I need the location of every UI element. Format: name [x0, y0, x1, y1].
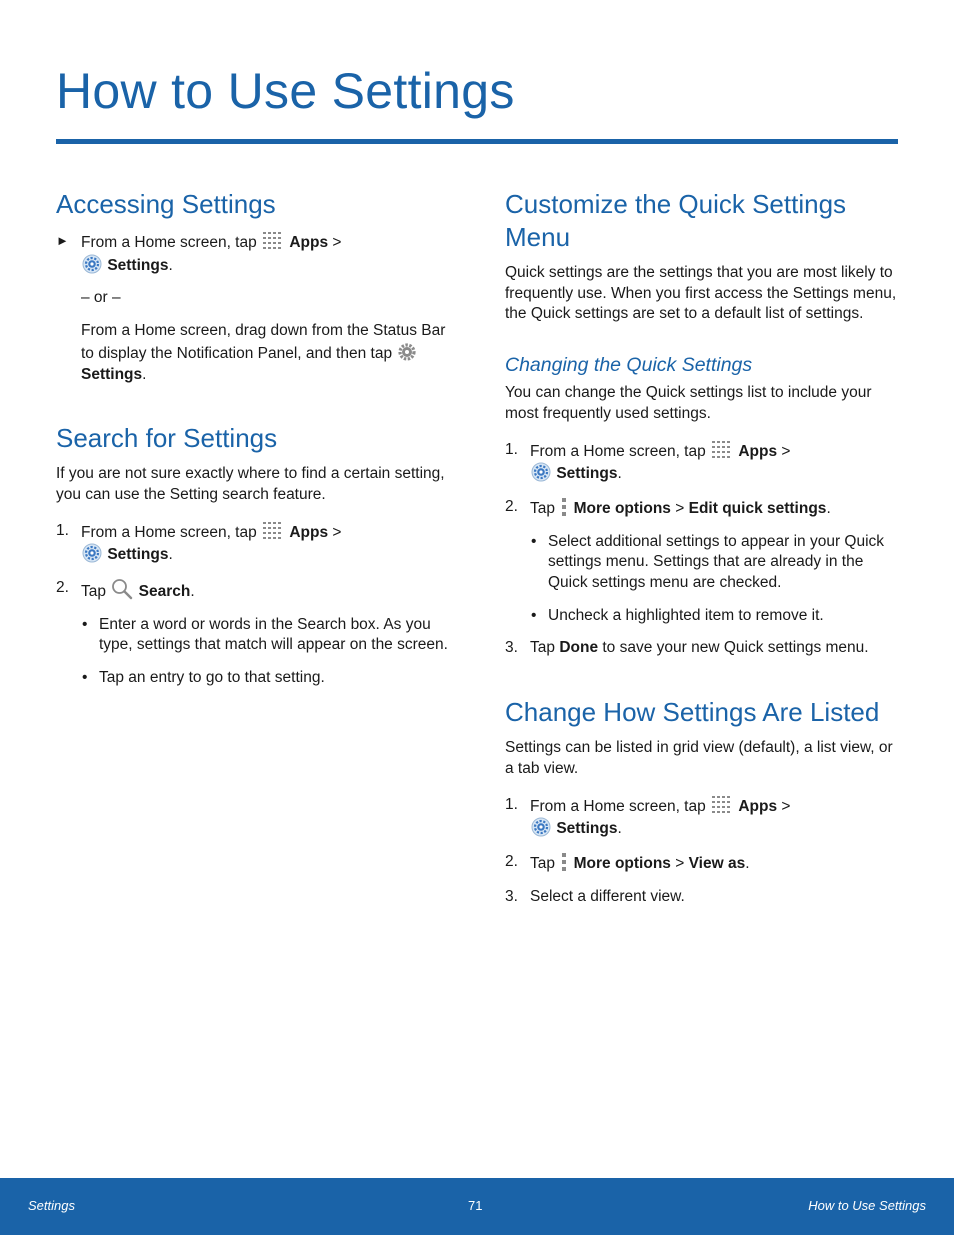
- settings-label: Settings: [556, 465, 618, 483]
- page-footer: [0, 1178, 954, 1235]
- listing-step-1: 1. From a Home screen, tap Apps > Settings.: [505, 795, 791, 838]
- right-column: [505, 188, 900, 907]
- or-separator: – or –: [81, 289, 121, 307]
- customize-step-1: 1. From a Home screen, tap Apps > Settings.: [505, 440, 791, 483]
- settings-label: Settings: [107, 546, 169, 564]
- footer-chapter: How to Use Settings: [808, 1198, 926, 1213]
- more-options-icon: [560, 852, 568, 872]
- gear-icon: [397, 342, 417, 362]
- arrow-marker: ►: [56, 233, 69, 248]
- done-label: Done: [559, 639, 599, 657]
- settings-app-icon: [82, 254, 102, 274]
- apps-grid-icon: [711, 440, 733, 460]
- apps-label: Apps: [289, 234, 329, 251]
- settings-label: Settings: [556, 820, 618, 838]
- edit-quick-settings-label: Edit quick settings: [688, 499, 827, 517]
- page-title: How to Use Settings: [56, 63, 515, 119]
- changing-quick-settings-subheading: Changing the Quick Settings: [505, 354, 753, 377]
- alt-instructions: From a Home screen, drag down from the Status Bar to display the Notification Panel, and then tap Settings.: [81, 322, 446, 383]
- list-item: • Enter a word or words in the Search box. As you type, settings that match will appear on the screen.: [82, 615, 448, 654]
- search-icon: [111, 578, 133, 600]
- search-step-2: 2. Tap Search.: [56, 579, 195, 601]
- title-rule: [56, 139, 898, 144]
- search-intro: If you are not sure exactly where to find a certain setting, you can use the Setting search feature.: [56, 465, 445, 503]
- view-as-label: View as: [688, 854, 746, 872]
- settings-app-icon: [531, 462, 551, 482]
- search-label: Search: [138, 583, 191, 601]
- settings-app-icon: [531, 817, 551, 837]
- listing-step-3: 3. Select a different view.: [505, 887, 685, 905]
- customize-step-3: 3. Tap Done to save your new Quick settings menu.: [505, 639, 869, 657]
- search-step-1: 1. From a Home screen, tap Apps > Settings.: [56, 521, 342, 564]
- customize-quick-settings-heading: Customize the Quick Settings Menu: [505, 189, 847, 252]
- page-number: 71: [468, 1198, 483, 1213]
- apps-label: Apps: [289, 523, 329, 541]
- more-options-label: More options: [573, 499, 671, 517]
- settings-app-icon: [82, 543, 102, 563]
- apps-grid-icon: [262, 521, 284, 541]
- customize-step-2: 2. Tap More options > Edit quick settings.: [505, 497, 831, 517]
- apps-label: Apps: [738, 442, 778, 460]
- list-item: • Uncheck a highlighted item to remove it.: [531, 606, 824, 624]
- listing-step-2: 2. Tap More options > View as.: [505, 852, 750, 872]
- more-options-icon: [560, 497, 568, 517]
- more-options-label: More options: [573, 854, 671, 872]
- search-settings-heading: Search for Settings: [56, 423, 278, 454]
- settings-label: Settings: [107, 256, 169, 274]
- list-item: • Tap an entry to go to that setting.: [82, 669, 325, 687]
- apps-grid-icon: [711, 795, 733, 815]
- customize-intro: Quick settings are the settings that you are most likely to frequently use. When you first access the Settings menu, the Quick settings are set to a default list of settings.: [505, 264, 897, 323]
- footer-section: Settings: [28, 1198, 75, 1213]
- listing-intro: Settings can be listed in grid view (default), a list view, or a tab view.: [505, 739, 893, 777]
- accessing-settings-heading: Accessing Settings: [56, 189, 276, 219]
- list-item: • Select additional settings to appear in your Quick settings menu. Settings that are already in the Quick settings menu are checked.: [531, 532, 885, 592]
- settings-label: Settings: [81, 365, 143, 383]
- accessing-step: ► From a Home screen, tap Apps > Settings.: [56, 233, 342, 274]
- left-column: [56, 188, 448, 689]
- changing-intro: You can change the Quick settings list to include your most frequently used settings.: [505, 384, 872, 422]
- apps-label: Apps: [738, 797, 778, 815]
- apps-grid-icon: [262, 231, 284, 251]
- change-listing-heading: Change How Settings Are Listed: [505, 697, 880, 728]
